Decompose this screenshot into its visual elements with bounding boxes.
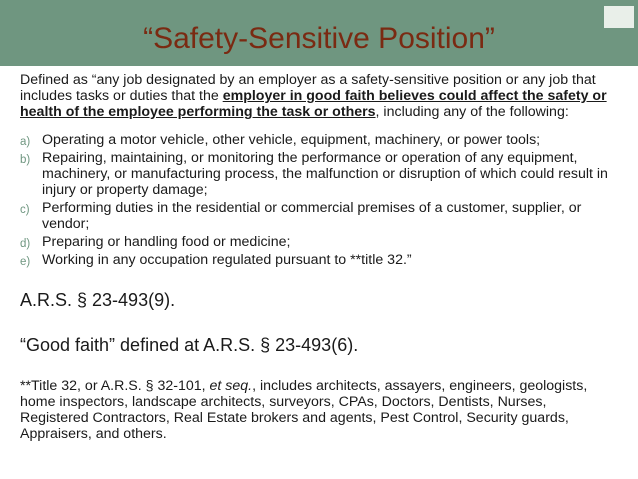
definition-text-end: , including any of the following: (375, 104, 569, 120)
good-faith-emphasis: employer in good faith believes could affect the safety or health of the employee performing the task or others (20, 88, 607, 120)
note-suffix: , includes architects, assayers, engineers, geologists, home inspectors, landscape architects, surveyors, CPAs, Doctors, Dentists, Nurses, Registered Contractors, Real Estate brokers and agents, Pest Control, Security guards, Appraisers, and others. (20, 378, 588, 442)
list-item-text: Working in any occupation regulated pursuant to **title 32.” (42, 252, 412, 268)
list-item (20, 132, 618, 148)
note-prefix: **Title 32, or A.R.S. § 32-101, (20, 378, 210, 394)
good-faith-citation: “Good faith” defined at A.R.S. § 23-493(6). (20, 335, 359, 355)
statute-citation: A.R.S. § 23-493(9). (20, 290, 176, 310)
list-marker: d) (20, 238, 31, 250)
definition-paragraph (20, 72, 618, 120)
title-32-note (20, 378, 618, 442)
list-item (20, 252, 618, 268)
list-marker: b) (20, 154, 31, 166)
list-marker: e) (20, 256, 31, 268)
list-item-text: Preparing or handling food or medicine; (42, 234, 291, 250)
list-item-text: Performing duties in the residential or commercial premises of a customer, supplier, or vendor; (42, 200, 582, 232)
definition-text-start: Defined as “any job designated by an employer as a safety-sensitive position or any job that includes tasks or duties that the (20, 72, 596, 104)
note-italic: et seq. (209, 378, 253, 394)
list-item-text: Operating a motor vehicle, other vehicle, equipment, machinery, or power tools; (42, 132, 541, 148)
list-marker: c) (20, 204, 30, 216)
slide-body (20, 72, 618, 442)
list-item (20, 150, 618, 198)
duties-list (20, 132, 618, 268)
list-item (20, 200, 618, 232)
list-marker: a) (20, 136, 31, 148)
list-item (20, 234, 618, 250)
slide-title: “Safety-Sensitive Position” (143, 22, 495, 55)
list-item-text: Repairing, maintaining, or monitoring the performance or operation of any equipment, machinery, or manufacturing process, the malfunction or disruption of which could result in injury or property damage; (42, 150, 608, 198)
